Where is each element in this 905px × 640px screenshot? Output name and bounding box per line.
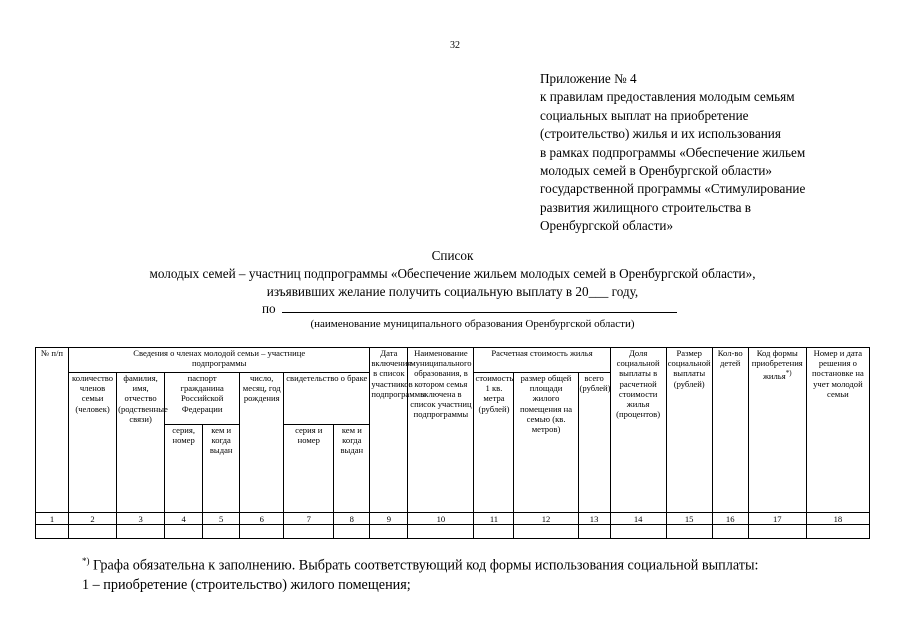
municipality-line	[262, 300, 677, 317]
header-members: Сведения о членах молодой семьи – участнице подпрограммы	[69, 348, 370, 373]
table-cell	[408, 525, 474, 539]
header-marriage-series: серия и номер	[284, 425, 334, 513]
table-cell	[514, 525, 578, 539]
header-birth: число, месяц, год рождения	[240, 373, 284, 513]
table-cell	[748, 525, 806, 539]
footnote-text-1: Графа обязательна к заполнению. Выбрать соответствующий код формы использования социальной выплаты:	[93, 557, 759, 574]
table-cell	[203, 525, 240, 539]
col-num: 4	[165, 513, 203, 525]
header-date: Дата включения в список участников подпрограммы	[370, 348, 408, 513]
col-num: 5	[203, 513, 240, 525]
footnote-mark: *)	[82, 556, 90, 566]
table-cell	[578, 525, 610, 539]
header-fio: фамилия, имя, отчество (родственные связи)	[117, 373, 165, 513]
appendix-line: (строительство) жилья и их использования	[540, 126, 781, 142]
header-decision: Номер и дата решения о постановке на учет молодой семьи	[806, 348, 869, 513]
col-num: 1	[36, 513, 69, 525]
col-num: 12	[514, 513, 578, 525]
column-number-row	[36, 513, 870, 525]
col-num: 10	[408, 513, 474, 525]
table-cell	[69, 525, 117, 539]
col-num: 9	[370, 513, 408, 525]
col-num: 3	[117, 513, 165, 525]
table-cell	[666, 525, 712, 539]
header-passport: паспорт гражданина Российской Федерации	[165, 373, 240, 425]
municipality-blank	[282, 300, 677, 313]
header-cost-area: размер общей площади жилого помещения на семью (кв. метров)	[514, 373, 578, 513]
table-cell	[284, 525, 334, 539]
table-cell	[806, 525, 869, 539]
table-cell	[240, 525, 284, 539]
table-row	[36, 525, 870, 539]
header-kids: Кол-во детей	[712, 348, 748, 513]
table-cell	[474, 525, 514, 539]
appendix-line: государственной программы «Стимулирование	[540, 181, 806, 197]
col-num: 7	[284, 513, 334, 525]
list-title-line-1: молодых семей – участниц подпрограммы «Обеспечение жильем молодых семей в Оренбургской области»,	[149, 266, 756, 281]
appendix-line: молодых семей в Оренбургской области»	[540, 163, 773, 179]
footnote-line-1	[82, 552, 758, 576]
families-table	[35, 347, 870, 539]
appendix-line: социальных выплат на приобретение	[540, 107, 749, 123]
appendix-line: Оренбургской области»	[540, 218, 674, 234]
table-cell	[36, 525, 69, 539]
po-label: по	[262, 301, 276, 316]
page-number: 32	[450, 40, 460, 51]
header-code-mark: *)	[785, 369, 792, 378]
table-cell	[712, 525, 748, 539]
table-cell	[334, 525, 370, 539]
col-num: 15	[666, 513, 712, 525]
col-num: 8	[334, 513, 370, 525]
header-cost: Расчетная стоимость жилья	[474, 348, 610, 373]
list-title-line-2: изъявивших желание получить социальную выплату в 20___ году,	[266, 284, 639, 299]
col-num: 11	[474, 513, 514, 525]
appendix-line: Приложение № 4	[540, 71, 637, 86]
footnote-line-2: 1 – приобретение (строительство) жилого помещения;	[82, 576, 411, 593]
header-passport-issued: кем и когда выдан	[203, 425, 240, 513]
header-municipality: Наименование муниципального образования, в котором семья включена в список участниц подпрограммы	[408, 348, 474, 513]
col-num: 14	[610, 513, 666, 525]
col-num: 17	[748, 513, 806, 525]
footnote	[82, 552, 758, 595]
table-cell	[117, 525, 165, 539]
header-cost-sqm: стоимость 1 кв. метра (рублей)	[474, 373, 514, 513]
municipality-caption: (наименование муниципального образования Оренбургской области)	[310, 318, 635, 330]
header-share: Доля социальной выплаты в расчетной стоимости жилья (процентов)	[610, 348, 666, 513]
table-cell	[165, 525, 203, 539]
header-passport-series: серия, номер	[165, 425, 203, 513]
col-num: 13	[578, 513, 610, 525]
header-marriage: свидетельство о браке	[284, 373, 370, 425]
header-size: Размер социальной выплаты (рублей)	[666, 348, 712, 513]
appendix-line: развития жилищного строительства в	[540, 199, 751, 215]
col-num: 2	[69, 513, 117, 525]
list-heading: Список	[431, 248, 474, 263]
header-cost-total: всего (рублей)	[578, 373, 610, 513]
table-cell	[610, 525, 666, 539]
header-marriage-issued: кем и когда выдан	[334, 425, 370, 513]
col-num: 18	[806, 513, 869, 525]
table-cell	[370, 525, 408, 539]
col-num: 6	[240, 513, 284, 525]
appendix-line: в рамках подпрограммы «Обеспечение жильем	[540, 144, 806, 160]
header-code	[748, 348, 806, 513]
header-count: количество членов семьи (человек)	[69, 373, 117, 513]
header-num: № п/п	[36, 348, 69, 513]
appendix-block	[540, 70, 870, 236]
col-num: 16	[712, 513, 748, 525]
appendix-line: к правилам предоставления молодым семьям	[540, 89, 795, 105]
header-code-label: Код формы приобретения жилья	[751, 348, 803, 382]
